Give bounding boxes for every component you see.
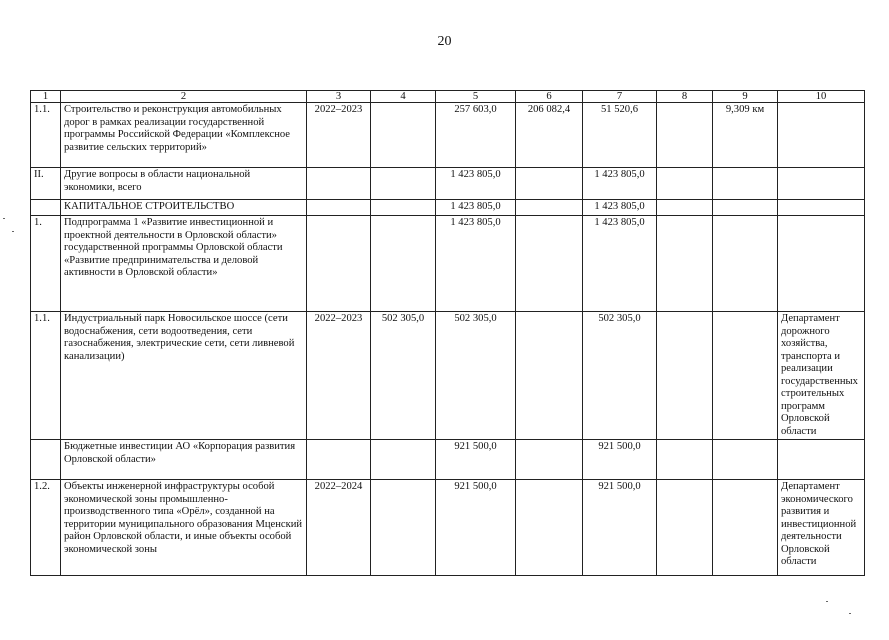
column-header: 4: [371, 91, 436, 103]
column-header: 1: [31, 91, 61, 103]
table-cell: [31, 200, 61, 216]
table-cell: [371, 200, 436, 216]
table-cell: Департамент дорожного хозяйства, транспорта и реализации государственных строительных программ Орловской области: [778, 312, 865, 440]
column-header: 2: [61, 91, 307, 103]
table-cell: [713, 216, 778, 312]
table-cell: Объекты инженерной инфраструктуры особой экономической зоны промышленно-производственного типа «Орёл», созданной на территории муниципального образования Мценский район Орловской области, и иные объекты особой экономической зоны: [61, 480, 307, 576]
table-cell: [657, 103, 713, 168]
table-cell: [516, 312, 583, 440]
table-cell: 257 603,0: [436, 103, 516, 168]
table-cell: [516, 168, 583, 200]
table-cell: [657, 168, 713, 200]
table-cell: 1 423 805,0: [583, 168, 657, 200]
table-cell: КАПИТАЛЬНОЕ СТРОИТЕЛЬСТВО: [61, 200, 307, 216]
table-cell: [657, 200, 713, 216]
table-cell: 9,309 км: [713, 103, 778, 168]
table-cell: 206 082,4: [516, 103, 583, 168]
table-cell: [657, 312, 713, 440]
table-cell: [516, 216, 583, 312]
table-cell: 921 500,0: [436, 440, 516, 480]
header-row: [31, 91, 865, 103]
table-cell: 1.1.: [31, 103, 61, 168]
table-cell: II.: [31, 168, 61, 200]
table-cell: [778, 440, 865, 480]
column-header: 8: [657, 91, 713, 103]
table-cell: [778, 216, 865, 312]
column-header: 5: [436, 91, 516, 103]
column-header: 3: [307, 91, 371, 103]
table-cell: [713, 312, 778, 440]
table-cell: 1 423 805,0: [583, 216, 657, 312]
table-cell: 1 423 805,0: [436, 216, 516, 312]
column-header: 9: [713, 91, 778, 103]
table-cell: [371, 168, 436, 200]
table-cell: 1.1.: [31, 312, 61, 440]
table-cell: 1 423 805,0: [436, 200, 516, 216]
table-cell: Индустриальный парк Новосильское шоссе (сети водоснабжения, сети водоотведения, сети газоснабжения, электрические сети, сети ливневой канализации): [61, 312, 307, 440]
table-cell: 921 500,0: [583, 480, 657, 576]
table-cell: 1.: [31, 216, 61, 312]
table-cell: [371, 103, 436, 168]
table-cell: 51 520,6: [583, 103, 657, 168]
table-cell: 1 423 805,0: [436, 168, 516, 200]
table-cell: [657, 216, 713, 312]
column-header: 6: [516, 91, 583, 103]
table-cell: [307, 216, 371, 312]
table-cell: 1 423 805,0: [583, 200, 657, 216]
table-row: [31, 312, 865, 440]
table-row: [31, 440, 865, 480]
table-cell: [516, 440, 583, 480]
scan-speck: [12, 231, 14, 232]
scan-speck: [3, 218, 5, 219]
table-cell: Бюджетные инвестиции АО «Корпорация развития Орловской области»: [61, 440, 307, 480]
table-cell: [516, 200, 583, 216]
table-cell: Другие вопросы в области национальной экономики, всего: [61, 168, 307, 200]
table-row: [31, 200, 865, 216]
table-cell: 502 305,0: [371, 312, 436, 440]
program-table: [30, 90, 865, 576]
page-number: 20: [437, 34, 452, 49]
table-cell: 502 305,0: [583, 312, 657, 440]
table-cell: 921 500,0: [436, 480, 516, 576]
table-row: [31, 103, 865, 168]
table-cell: Строительство и реконструкция автомобильных дорог в рамках реализации государственной программы Российской Федерации «Комплексное развитие сельских территорий»: [61, 103, 307, 168]
column-header: 7: [583, 91, 657, 103]
table-cell: 2022–2023: [307, 312, 371, 440]
table-cell: [778, 103, 865, 168]
table-cell: [371, 216, 436, 312]
table-cell: [713, 480, 778, 576]
table-cell: 921 500,0: [583, 440, 657, 480]
scan-speck: [849, 613, 851, 614]
table-cell: [371, 480, 436, 576]
table-cell: [713, 168, 778, 200]
column-header: 10: [778, 91, 865, 103]
table-row: [31, 216, 865, 312]
table-cell: 1.2.: [31, 480, 61, 576]
table-cell: [307, 200, 371, 216]
table-row: [31, 480, 865, 576]
table-row: [31, 168, 865, 200]
table-cell: [307, 440, 371, 480]
table-cell: [778, 168, 865, 200]
table-cell: [516, 480, 583, 576]
table-cell: [713, 200, 778, 216]
table-cell: [371, 440, 436, 480]
table-cell: [657, 440, 713, 480]
table-cell: Подпрограмма 1 «Развитие инвестиционной и проектной деятельности в Орловской области» государственной программы Орловской области «Развитие предпринимательства и деловой активности в Орловской области»: [61, 216, 307, 312]
table-cell: [713, 440, 778, 480]
scan-speck: [826, 601, 828, 602]
table-cell: 2022–2024: [307, 480, 371, 576]
table-cell: Департамент экономического развития и инвестиционной деятельности Орловской области: [778, 480, 865, 576]
table-cell: 502 305,0: [436, 312, 516, 440]
table-cell: [31, 440, 61, 480]
table-cell: [778, 200, 865, 216]
table-cell: [307, 168, 371, 200]
table-cell: [657, 480, 713, 576]
table-cell: 2022–2023: [307, 103, 371, 168]
